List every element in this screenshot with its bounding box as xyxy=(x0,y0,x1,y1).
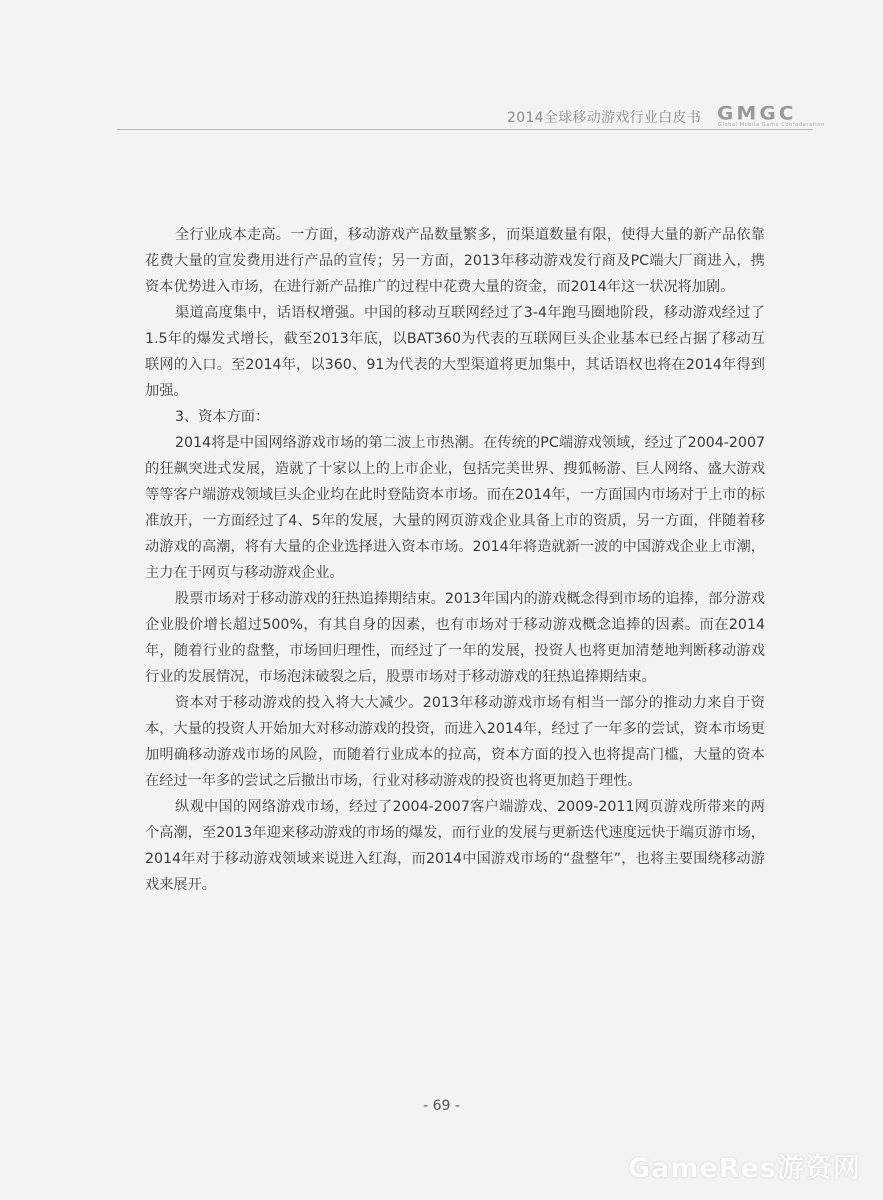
body-text xyxy=(145,222,765,898)
paragraph: 2014将是中国网络游戏市场的第二波上市热潮。在传统的PC端游戏领域，经过了2004-2007的狂飙突进式发展，造就了十家以上的上市企业，包括完美世界、搜狐畅游、巨人网络、盛大游戏等等客户端游戏领域巨头企业均在此时登陆资本市场。而在2014年，一方面国内市场对于上市的标准放开，一方面经过了4、5年的发展，大量的网页游戏企业具备上市的资质，另一方面，伴随着移动游戏的高潮，将有大量的企业选择进入资本市场。2014年将造就新一波的中国游戏企业上市潮，主力在于网页与移动游戏企业。 xyxy=(145,435,765,581)
paragraph: 渠道高度集中，话语权增强。中国的移动互联网经过了3-4年跑马圈地阶段，移动游戏经过了1.5年的爆发式增长，截至2013年底，以BAT360为代表的互联网巨头企业基本已经占据了移动互联网的入口。至2014年，以360、91为代表的大型渠道将更加集中，其话语权也将在2014年得到加强。 xyxy=(145,305,765,399)
gmgc-logo xyxy=(717,101,825,130)
page-number: - 69 - xyxy=(423,1098,460,1114)
paragraph: 股票市场对于移动游戏的狂热追捧期结束。2013年国内的游戏概念得到市场的追捧，部分游戏企业股价增长超过500%，有其自身的因素，也有市场对于移动游戏概念追捧的因素。而在2014年，随着行业的盘整，市场回归理性，而经过了一年的发展，投资人也将更加清楚地判断移动游戏行业的发展情况，市场泡沫破裂之后，股票市场对于移动游戏的狂热追捧期结束。 xyxy=(145,591,765,685)
watermark: GameRes游资网 xyxy=(627,1153,861,1184)
header-title: 2014全球移动游戏行业白皮书 xyxy=(507,110,702,126)
section-heading: 3、资本方面： xyxy=(175,409,270,425)
header-divider xyxy=(117,129,813,130)
paragraph: 资本对于移动游戏的投入将大大减少。2013年移动游戏市场有相当一部分的推动力来自于资本，大量的投资人开始加大对移动游戏的投资，而进入2014年，经过了一年多的尝试，资本市场更加明确移动游戏市场的风险，而随着行业成本的拉高，资本方面的投入也将提高门槛，大量的资本在经过一年多的尝试之后撤出市场，行业对移动游戏的投资也将更加趋于理性。 xyxy=(145,695,765,789)
paragraph: 全行业成本走高。一方面，移动游戏产品数量繁多，而渠道数量有限，使得大量的新产品依靠花费大量的宣发费用进行产品的宣传；另一方面，2013年移动游戏发行商及PC端大厂商进入，携资本优势进入市场，在进行新产品推广的过程中花费大量的资金，而2014年这一状况将加剧。 xyxy=(145,227,765,295)
logo-text: GMGC xyxy=(717,101,797,125)
paragraph: 纵观中国的网络游戏市场，经过了2004-2007客户端游戏、2009-2011网页游戏所带来的两个高潮，至2013年迎来移动游戏的市场的爆发，而行业的发展与更新迭代速度远快于端页游市场，2014年对于移动游戏领域来说进入红海，而2014中国游戏市场的“盘整年”，也将主要围绕移动游戏来展开。 xyxy=(145,799,765,893)
logo-subtitle: Global Mobile Game Confederation xyxy=(718,122,825,128)
